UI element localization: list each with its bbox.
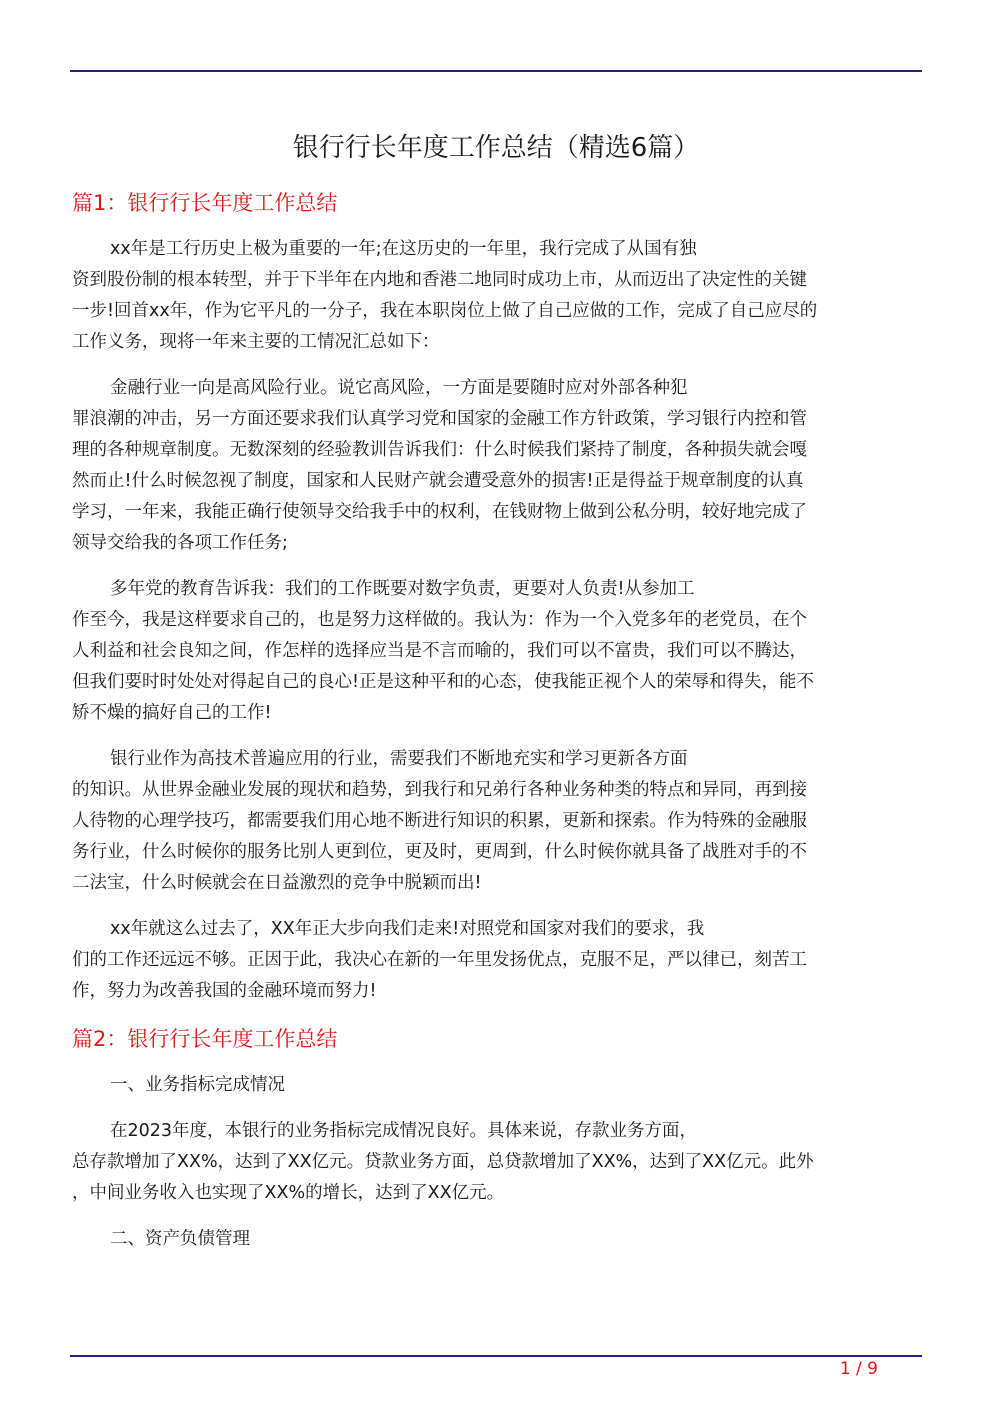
- paragraph-line: 资到股份制的根本转型，并于下半年在内地和香港二地同时成功上市，从而迈出了决定性的关键: [72, 270, 807, 290]
- paragraph-line: 二法宝，什么时候就会在日益激烈的竞争中脱颖而出!: [72, 873, 482, 893]
- paragraph-line: xx年就这么过去了，XX年正大步向我们走来!对照党和国家对我们的要求，我: [110, 919, 705, 939]
- paragraph: [70, 574, 922, 729]
- document-title: 银行行长年度工作总结（精选6篇）: [292, 133, 700, 163]
- paragraph-line: 学习，一年来，我能正确行使领导交给我手中的权利，在钱财物上做到公私分明，较好地完成了: [72, 502, 807, 522]
- paragraph-line: 作至今，我是这样要求自己的，也是努力这样做的。我认为：作为一个入党多年的老党员，在个: [72, 610, 807, 630]
- paragraph: [70, 914, 922, 1007]
- paragraph-line: 领导交给我的各项工作任务;: [72, 533, 288, 553]
- paragraph-line: 理的各种规章制度。无数深刻的经验教训告诉我们：什么时候我们紧持了制度，各种损失就会嘎: [72, 440, 807, 460]
- document-body: [70, 186, 922, 1270]
- paragraph-line: 罪浪潮的冲击，另一方面还要求我们认真学习党和国家的金融工作方针政策，学习银行内控和管: [72, 409, 807, 429]
- paragraph: [70, 234, 922, 358]
- page-number: 1 / 9: [839, 1359, 878, 1379]
- paragraph-line: 工作义务，现将一年来主要的工情况汇总如下：: [72, 332, 440, 352]
- paragraph-line: 的知识。从世界金融业发展的现状和趋势，到我行和兄弟行各种业务种类的特点和异同，再到接: [72, 780, 807, 800]
- paragraph-line: 然而止!什么时候忽视了制度，国家和人民财产就会遭受意外的损害!正是得益于规章制度的认真: [72, 471, 804, 491]
- paragraph-line: 银行业作为高技术普遍应用的行业，需要我们不断地充实和学习更新各方面: [110, 749, 688, 769]
- paragraph-line: 作，努力为改善我国的金融环境而努力!: [72, 981, 377, 1001]
- paragraph: [70, 1116, 922, 1209]
- paragraph: [70, 744, 922, 899]
- paragraph-line: xx年是工行历史上极为重要的一年;在这历史的一年里，我行完成了从国有独: [110, 239, 697, 259]
- header-rule: [70, 70, 922, 72]
- section-heading: 篇2：银行行长年度工作总结: [72, 1027, 338, 1051]
- paragraph-line: 人利益和社会良知之间，作怎样的选择应当是不言而喻的，我们可以不富贵，我们可以不腾达，: [72, 641, 807, 661]
- paragraph-line: 但我们要时时处处对得起自己的良心!正是这种平和的心态，使我能正视个人的荣辱和得失，能不: [72, 672, 815, 692]
- paragraph-line: 们的工作还远远不够。正因于此，我决心在新的一年里发扬优点，克服不足，严以律已，刻苦工: [72, 950, 807, 970]
- paragraph-line: ，中间业务收入也实现了XX%的增长，达到了XX亿元。: [72, 1183, 505, 1203]
- paragraph-line: 矫不燥的搞好自己的工作!: [72, 703, 272, 723]
- paragraph-line: 一、业务指标完成情况: [110, 1075, 285, 1095]
- paragraph-line: 二、资产负债管理: [110, 1229, 250, 1249]
- paragraph: [70, 1070, 922, 1101]
- paragraph: [70, 373, 922, 559]
- section-heading: 篇1：银行行长年度工作总结: [72, 191, 338, 215]
- paragraph-line: 总存款增加了XX%，达到了XX亿元。贷款业务方面，总贷款增加了XX%，达到了XX亿元。此外: [72, 1152, 814, 1172]
- paragraph-line: 在2023年度，本银行的业务指标完成情况良好。具体来说，存款业务方面，: [110, 1121, 698, 1141]
- footer-rule: [70, 1355, 922, 1357]
- paragraph-line: 金融行业一向是高风险行业。说它高风险，一方面是要随时应对外部各种犯: [110, 378, 688, 398]
- paragraph-line: 多年党的教育告诉我：我们的工作既要对数字负责，更要对人负责!从参加工: [110, 579, 695, 599]
- paragraph-line: 务行业，什么时候你的服务比别人更到位，更及时，更周到，什么时候你就具备了战胜对手的不: [72, 842, 807, 862]
- paragraph-line: 人待物的心理学技巧，都需要我们用心地不断进行知识的积累，更新和探索。作为特殊的金融服: [72, 811, 807, 831]
- paragraph-line: 一步!回首xx年，作为它平凡的一分子，我在本职岗位上做了自己应做的工作，完成了自己应尽的: [72, 301, 818, 321]
- paragraph: [70, 1224, 922, 1255]
